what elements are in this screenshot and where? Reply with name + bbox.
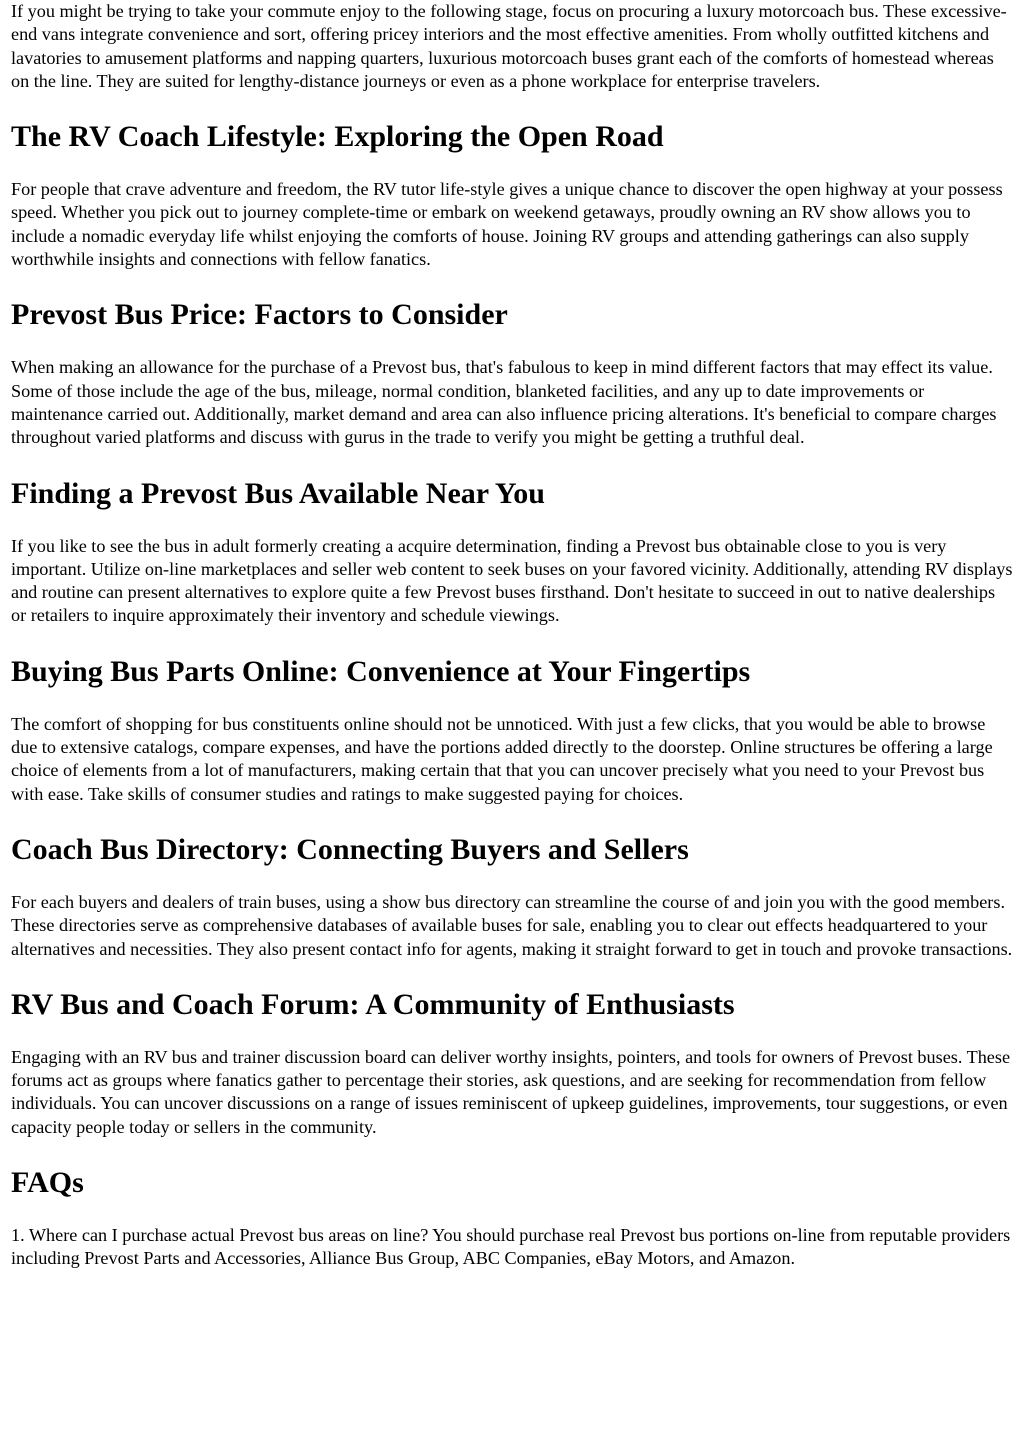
- section-heading-rv-coach-lifestyle: The RV Coach Lifestyle: Exploring the Open Road: [11, 120, 664, 154]
- faq-item: 1. Where can I purchase actual Prevost bus areas on line? You should purchase real Prevost bus portions on-line from reputable providers including Prevost Parts and Accessories, Alliance Bus Group, ABC Companies, eBay Motors, and Amazon.: [11, 1225, 1011, 1269]
- section-body-rv-bus-forum: Engaging with an RV bus and trainer discussion board can deliver worthy insights, pointers, and tools for owners of Prevost buses. These forums act as groups where fanatics gather to percentage their stories, ask questions, and are seeking for recommendation from fellow individuals. You can uncover discussions on a range of issues reminiscent of upkeep guidelines, improvements, tour suggestions, or even capacity people today or sellers in the community.: [11, 1046, 1011, 1137]
- section-heading-rv-bus-forum: RV Bus and Coach Forum: A Community of Enthusiasts: [11, 987, 735, 1021]
- section-heading-buying-bus-parts: Buying Bus Parts Online: Convenience at Your Fingertips: [11, 654, 751, 688]
- intro-paragraph: If you might be trying to take your commute enjoy to the following stage, focus on procuring a luxury motorcoach bus. These excessive-end vans integrate convenience and sort, offering pricey interiors and the most effective amenities. From wholly outfitted kitchens and lavatories to amusement platforms and napping quarters, luxurious motorcoach buses grant each of the comforts of homestead whereas on the line. They are suited for lengthy-distance journeys or even as a phone workplace for enterprise travelers.: [11, 1, 1007, 91]
- section-heading-prevost-bus-price: Prevost Bus Price: Factors to Consider: [11, 298, 508, 332]
- section-body-prevost-bus-price: When making an allowance for the purchase of a Prevost bus, that's fabulous to keep in mind different factors that may effect its value. Some of those include the age of the bus, mileage, normal condition, blanketed facilities, and any up to date improvements or maintenance carried out. Additionally, market demand and area can also influence pricing alterations. It's beneficial to compare charges throughout varied platforms and discuss with gurus in the trade to verify you might be getting a truthful deal.: [11, 357, 997, 448]
- section-body-coach-bus-directory: For each buyers and dealers of train buses, using a show bus directory can streamline the course of and join you with the good members. These directories serve as comprehensive databases of available buses for sale, enabling you to clear out effects headquartered to your alternatives and necessities. They also present contact info for agents, making it straight forward to get in touch and provoke transactions.: [11, 891, 1013, 959]
- section-heading-finding-prevost-bus: Finding a Prevost Bus Available Near You: [11, 476, 545, 510]
- section-heading-faqs: FAQs: [11, 1166, 84, 1200]
- section-body-rv-coach-lifestyle: For people that crave adventure and freedom, the RV tutor life-style gives a unique chance to discover the open highway at your possess speed. Whether you pick out to journey complete-time or embark on weekend getaways, proudly owning an RV show allows you to include a nomadic everyday life whilst enjoying the comforts of house. Joining RV groups and attending gatherings can also supply worthwhile insights and connections with fellow fanatics.: [11, 179, 1003, 270]
- section-heading-coach-bus-directory: Coach Bus Directory: Connecting Buyers and Sellers: [11, 832, 689, 866]
- section-body-buying-bus-parts: The comfort of shopping for bus constituents online should not be unnoticed. With just a few clicks, that you would be able to browse due to extensive catalogs, compare expenses, and have the portions added directly to the doorstep. Online structures be offering a large choice of elements from a lot of manufacturers, making certain that that you can uncover precisely what you need to your Prevost bus with ease. Take skills of consumer studies and ratings to make suggested paying for choices.: [11, 713, 993, 804]
- section-body-finding-prevost-bus: If you like to see the bus in adult formerly creating a acquire determination, finding a Prevost bus obtainable close to you is very important. Utilize on-line marketplaces and seller web content to seek buses on your favored vicinity. Additionally, attending RV displays and routine can present alternatives to explore quite a few Prevost buses firsthand. Don't hesitate to succeed in out to native dealerships or retailers to inquire approximately their inventory and schedule viewings.: [11, 535, 1013, 626]
